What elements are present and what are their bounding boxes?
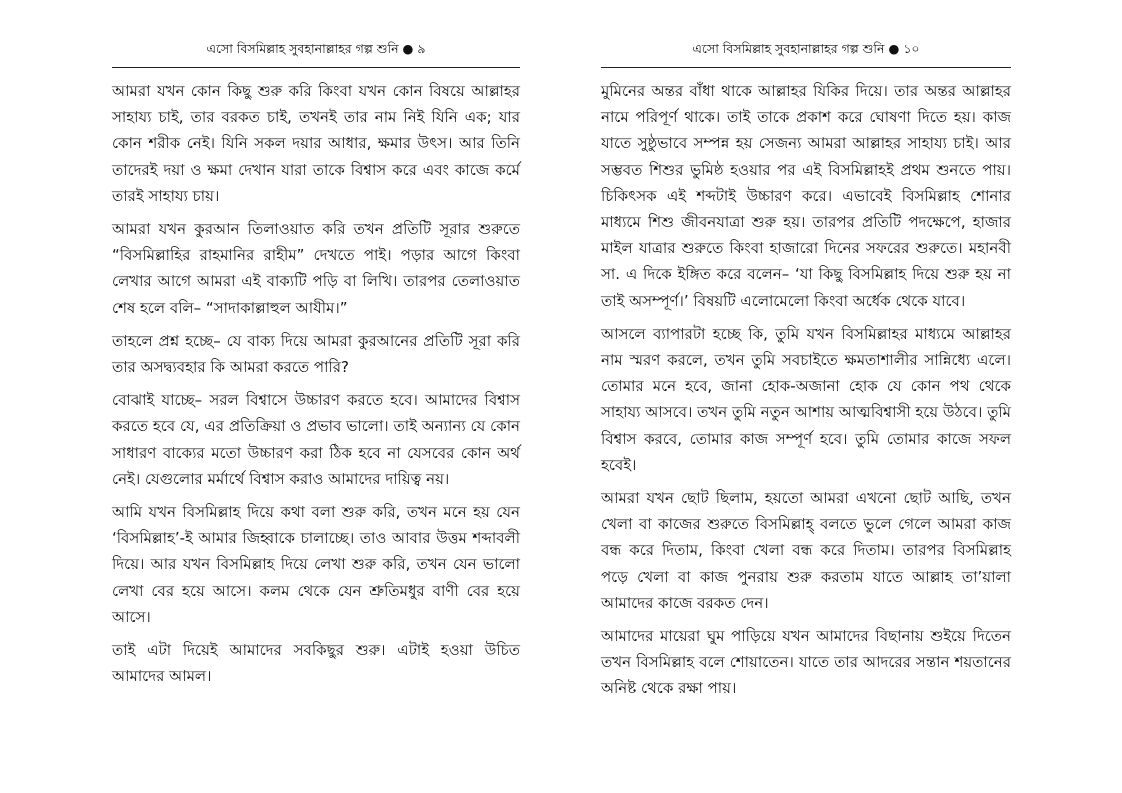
left-paragraph-2: আমরা যখন কুরআন তিলাওয়াত করি তখন প্রতিটি সূরার শুরুতে “বিসমিল্লাহির রাহমানির রাহীম” দেখতে পাই। পড়ার আগে কিংবা লেখার আগে আমরা এই বাক্যটি পড়ি বা লিখি। তারপর তেলাওয়াত শেষ হলে বলি– “সাদাকাল্লাহুল আযীম।” (112, 220, 520, 317)
right-page-header: এসো বিসমিল্লাহ সুবহানাল্লাহর গল্প শুনি ● ১০ (601, 0, 1011, 68)
right-paragraph-4: আমাদের মায়েরা ঘুম পাড়িয়ে যখন আমাদের বিছানায় শুইয়ে দিতেন তখন বিসমিল্লাহ বলে শোয়াতেন। যাতে তার আদরের সন্তান শয়তানের অনিষ্ট থেকে রক্ষা পায়। (601, 627, 1011, 698)
left-page-body (112, 68, 520, 689)
left-page-header: এসো বিসমিল্লাহ সুবহানাল্লাহর গল্প শুনি ● ৯ (112, 0, 520, 68)
left-paragraph-5: আমি যখন বিসমিল্লাহ দিয়ে কথা বলা শুরু করি, তখন মনে হয় যেন ‘বিসমিল্লাহ’-ই আমার জিহ্বাকে চালাচ্ছে। তাও আবার উত্তম শব্দাবলী দিয়ে। আর যখন বিসমিল্লাহ দিয়ে লেখা শুরু করি, তখন যেন ভালো লেখা বের হয়ে আসে। কলম থেকে যেন শ্রুতিমধুর বাণী বের হয়ে আসে। (112, 503, 520, 626)
right-paragraph-1: মুমিনের অন্তর বাঁধা থাকে আল্লাহর যিকির দিয়ে। তার অন্তর আল্লাহর নামে পরিপূর্ণ থাকে। তাই তাকে প্রকাশ করে ঘোষণা দিতে হয়। কাজ যাতে সুষ্ঠুভাবে সম্পন্ন হয় সেজন্য আমরা আল্লাহর সাহায্য চাই। আর সম্ভবত শিশুর ভুমিষ্ঠ হওয়ার পর এই বিসমিল্লাহই প্রথম শুনতে পায়। চিকিৎসক এই শব্দটাই উচ্চারণ করে। এভাবেই বিসমিল্লাহ শোনার মাধ্যমে শিশু জীবনযাত্রা শুরু হয়। তারপর প্রতিটি পদক্ষেপে, হাজার মাইল যাত্রার শুরুতে কিংবা হাজারো দিনের সফরের শুরুতে। মহানবী সা. এ দিকে ইঙ্গিত করে বলেন– ‘যা কিছু বিসমিল্লাহ দিয়ে শুরু হয় না তাই অসম্পূর্ণ।’ বিষয়টি এলোমেলো কিংবা অর্ধেক থেকে যাবে। (601, 82, 1011, 310)
left-page (112, 0, 520, 793)
left-paragraph-1: আমরা যখন কোন কিছু শুরু করি কিংবা যখন কোন বিষয়ে আল্লাহর সাহায্য চাই, তার বরকত চাই, তখনই তার নাম নিই যিনি এক; যার কোন শরীক নেই। যিনি সকল দয়ার আধার, ক্ষমার উৎস। আর তিনি তাদেরই দয়া ও ক্ষমা দেখান যারা তাকে বিশ্বাস করে এবং কাজে কর্মে তারই সাহায্য চায়। (112, 82, 520, 205)
left-paragraph-4: বোঝাই যাচ্ছে– সরল বিশ্বাসে উচ্চারণ করতে হবে। আমাদের বিশ্বাস করতে হবে যে, এর প্রতিক্রিয়া ও প্রভাব ভালো। তাই অন্যান্য যে কোন সাধারণ বাক্যের মতো উচ্চারণ করা ঠিক হবে না যেসবের কোন অর্থ নেই। যেগুলোর মর্মার্থে বিশ্বাস করাও আমাদের দায়িত্ব নয়। (112, 391, 520, 488)
left-paragraph-3: তাহলে প্রশ্ন হচ্ছে– যে বাক্য দিয়ে আমরা কুরআনের প্রতিটি সূরা করি তার অসদ্ব্যবহার কি আমরা করতে পারি? (112, 331, 520, 377)
right-page-body (601, 68, 1011, 702)
left-paragraph-6: তাই এটা দিয়েই আমাদের সবকিছুর শুরু। এটাই হওয়া উচিত আমাদের আমল। (112, 641, 520, 686)
right-paragraph-2: আসলে ব্যাপারটা হচ্ছে কি, তুমি যখন বিসমিল্লাহর মাধ্যমে আল্লাহর নাম স্মরণ করলে, তখন তুমি সবচাইতে ক্ষমতাশালীর সান্নিধ্যে এলে। তোমার মনে হবে, জানা হোক-অজানা হোক যে কোন পথ থেকে সাহায্য আসবে। তখন তুমি নতুন আশায় আত্মবিশ্বাসী হয়ে উঠবে। তুমি বিশ্বাস করবে, তোমার কাজ সম্পূর্ণ হবে। তুমি তোমার কাজে সফল হবেই। (601, 324, 1011, 474)
right-paragraph-3: আমরা যখন ছোট ছিলাম, হয়তো আমরা এখনো ছোট আছি, তখন খেলা বা কাজের শুরুতে বিসমিল্লাহ্ বলতে ভুলে গেলে আমরা কাজ বন্ধ করে দিতাম, কিংবা খেলা বন্ধ করে দিতাম। তারপর বিসমিল্লাহ পড়ে খেলা বা কাজ পুনরায় শুরু করতাম যাতে আল্লাহ তা’য়ালা আমাদের কাজে বরকত দেন। (601, 489, 1011, 612)
right-page (601, 0, 1011, 793)
